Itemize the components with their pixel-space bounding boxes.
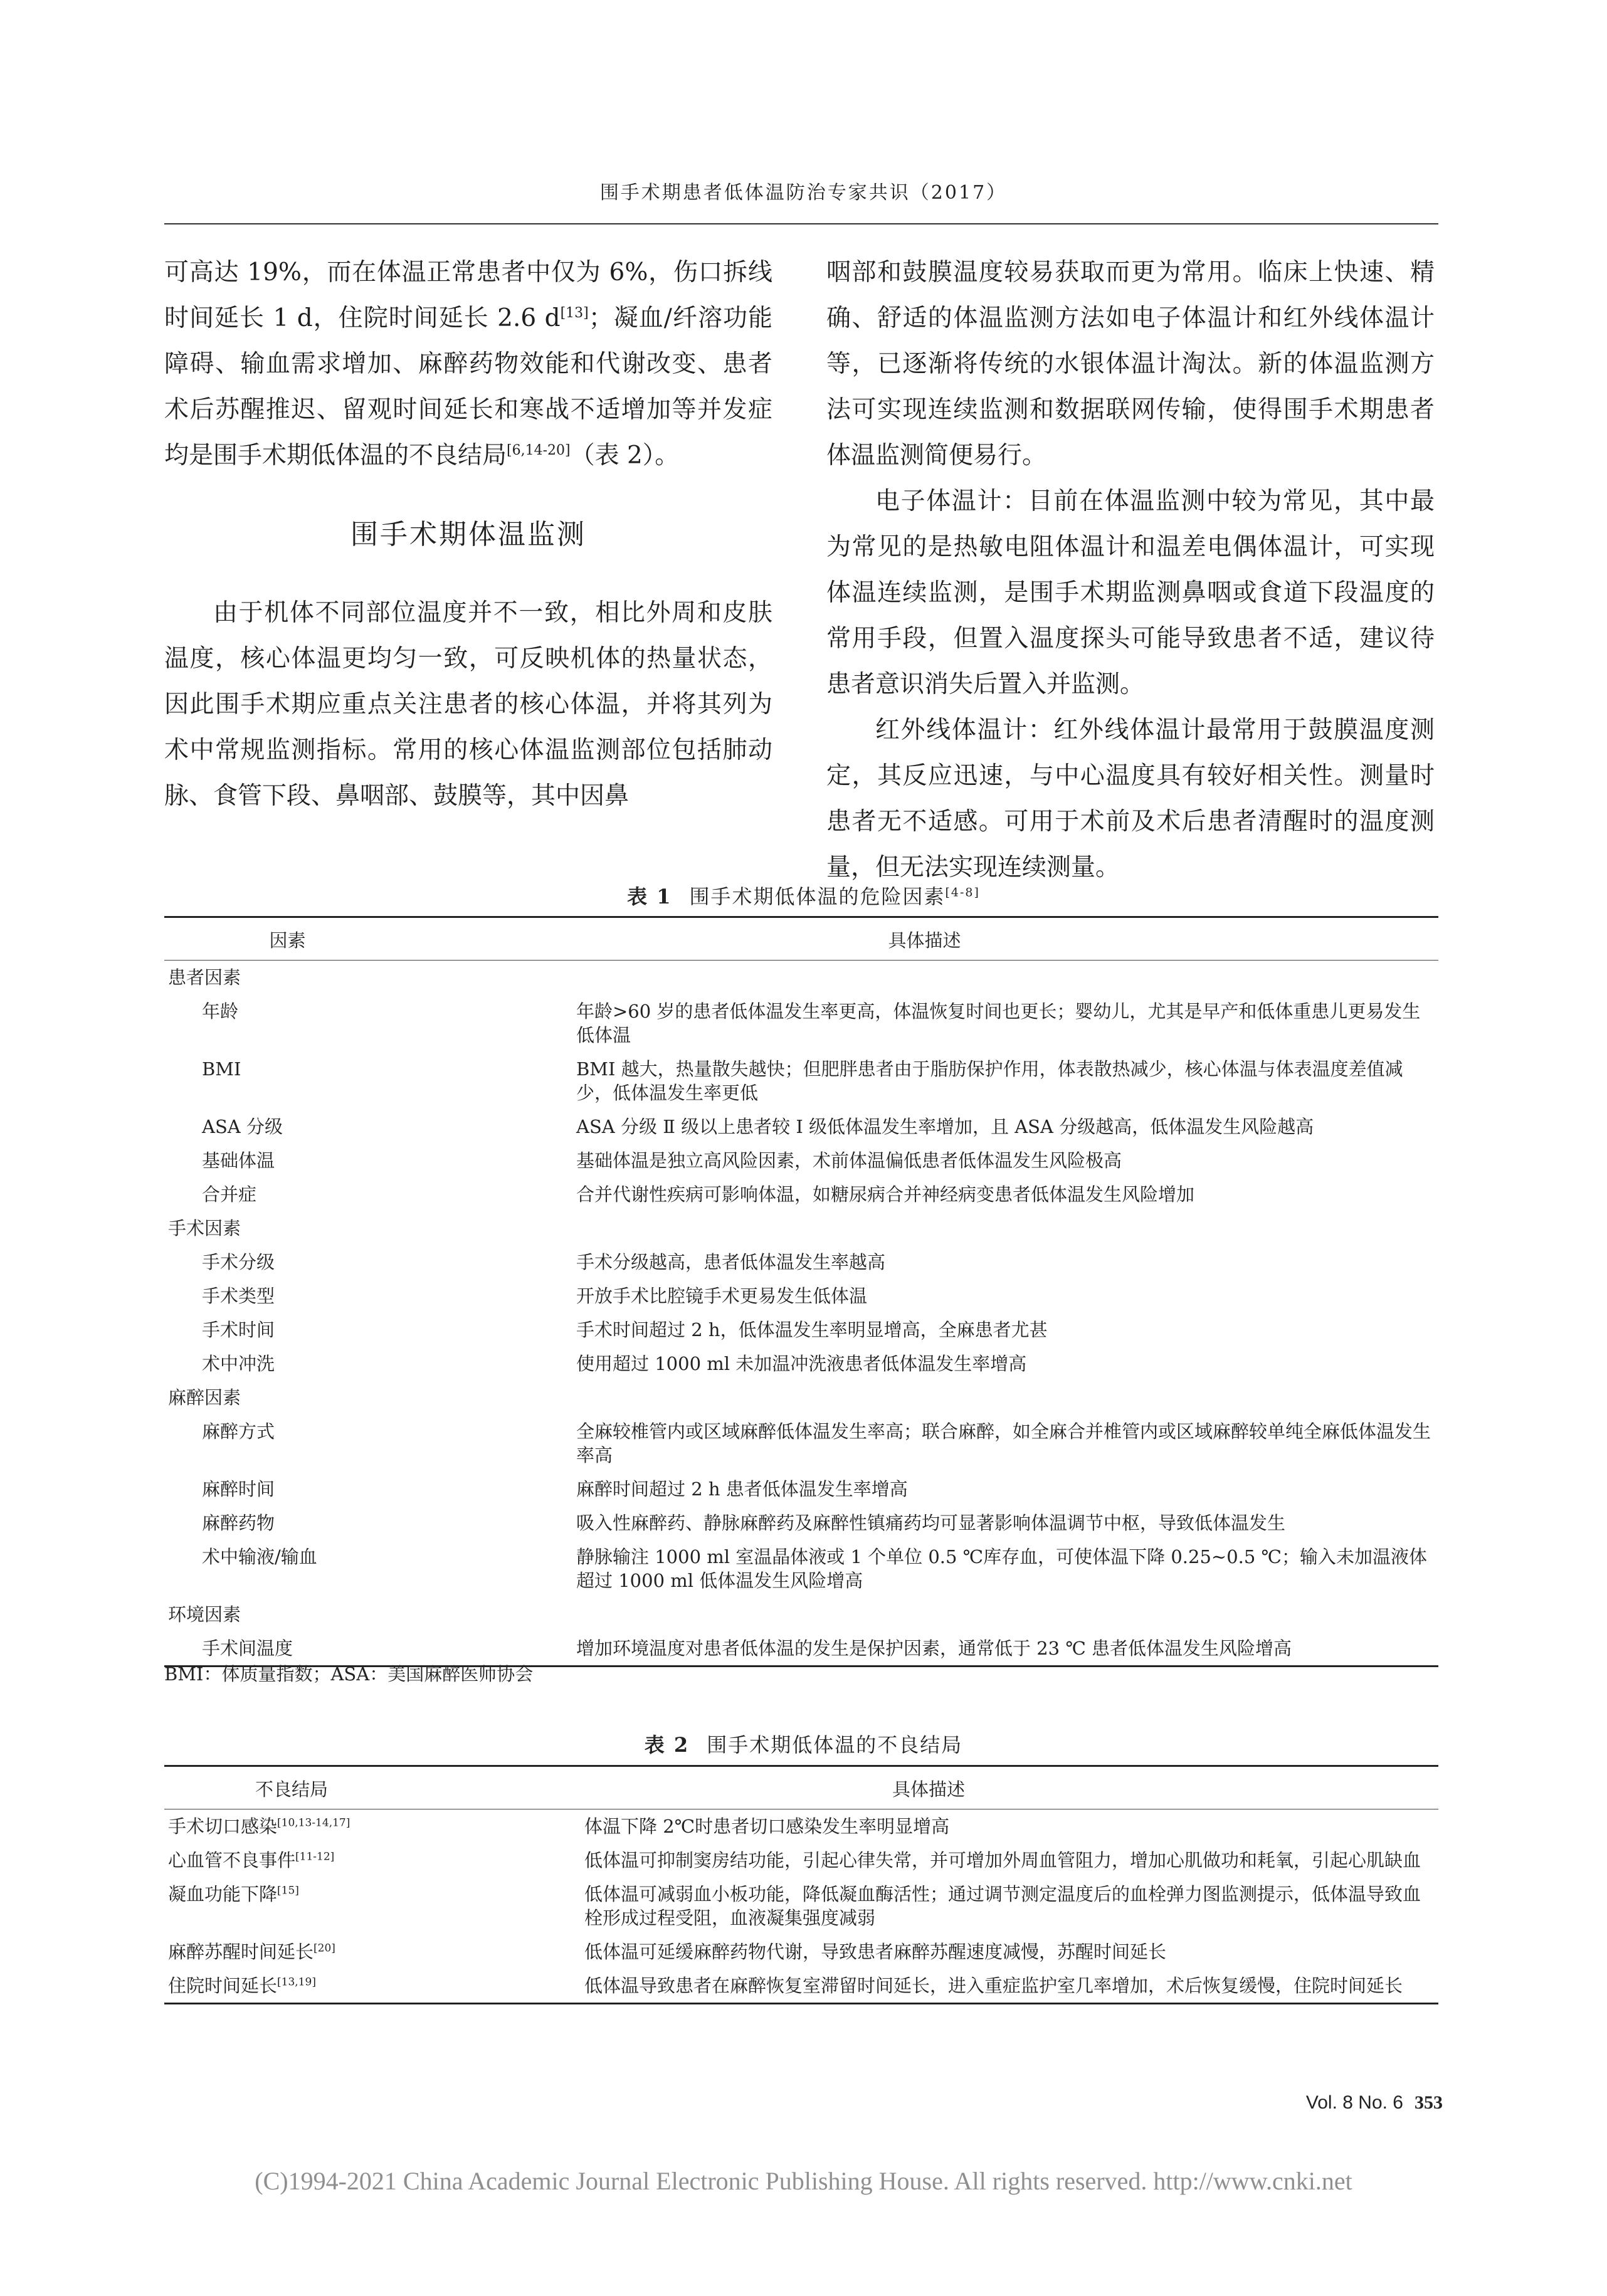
page-footer <box>1306 2092 1443 2114</box>
factor-label: 手术间温度 <box>202 1638 293 1659</box>
table2-body <box>164 1809 1438 2004</box>
factor-group-label: 环境因素 <box>168 1604 241 1625</box>
table-header-row <box>164 917 1438 961</box>
page-number: 353 <box>1415 2092 1443 2113</box>
factor-label: 基础体温 <box>202 1150 275 1171</box>
factor-description: 吸入性麻醉药、静脉麻醉药及麻醉性镇痛药均可显著影响体温调节中枢，导致低体温发生 <box>576 1512 1286 1534</box>
factor-description <box>411 1211 1438 1245</box>
outcome-description: 低体温可减弱血小板功能，降低凝血酶活性；通过调节测定温度后的血栓弹力图监测提示，低体温导致血栓形成过程受阻，血液凝集强度减弱 <box>584 1883 1421 1929</box>
table-row <box>164 1279 1438 1313</box>
table1-label: 表 1 <box>627 885 672 908</box>
table-group-row <box>164 1381 1438 1414</box>
table-row <box>164 994 1438 1052</box>
table-row <box>164 1809 1438 1844</box>
right-paragraph-3: 红外线体温计：红外线体温计最常用于鼓膜温度测定，其反应迅速，与中心温度具有较好相关性。测量时患者无不适感。可用于术前及术后患者清醒时的温度测量，但无法实现连续测量。 <box>826 716 1435 882</box>
table-group-row <box>164 1211 1438 1245</box>
table-row <box>164 1052 1438 1110</box>
citation: [15] <box>277 1884 299 1897</box>
column-header-factor: 因素 <box>164 917 411 961</box>
header-rule <box>164 223 1438 224</box>
right-column <box>826 250 1435 890</box>
table-row <box>164 1347 1438 1381</box>
outcome-name: 凝血功能下降 <box>168 1883 278 1905</box>
table2-title: 围手术期低体温的不良结局 <box>707 1733 963 1757</box>
citation: [20] <box>313 1942 335 1955</box>
table-row <box>164 1313 1438 1347</box>
factor-description: 麻醉时间超过 2 h 患者低体温发生率增高 <box>576 1478 908 1500</box>
outcome-label <box>164 1969 419 2004</box>
outcome-description: 低体温可延缓麻醉药物代谢，导致患者麻醉苏醒速度减慢，苏醒时间延长 <box>584 1941 1167 1962</box>
factor-label: 术中冲洗 <box>202 1353 275 1374</box>
factor-label: BMI <box>202 1058 241 1080</box>
outcome-name: 住院时间延长 <box>168 1975 278 1996</box>
running-head: 围手术期患者低体温防治专家共识（2017） <box>599 182 1008 204</box>
factor-description: 年龄>60 岁的患者低体温发生率更高，体温恢复时间也更长；婴幼儿，尤其是早产和低体重患儿更易发生低体温 <box>576 1001 1421 1046</box>
outcome-name: 手术切口感染 <box>168 1816 278 1837</box>
table-row <box>164 1969 1438 2004</box>
left-paragraph-2: 由于机体不同部位温度并不一致，相比外周和皮肤温度，核心体温更均匀一致，可反映机体的热量状态，因此围手术期应重点关注患者的核心体温，并将其列为术中常规监测指标。常用的核心体温监测部位包括肺动脉、食管下段、鼻咽部、鼓膜等，其中因鼻 <box>164 599 772 810</box>
factor-description: 合并代谢性疾病可影响体温，如糖尿病合并神经病变患者低体温发生风险增加 <box>576 1184 1195 1205</box>
factor-label: 麻醉药物 <box>202 1512 275 1534</box>
left-paragraph-1: 可高达 19%，而在体温正常患者中仅为 6%，伤口拆线时间延长 1 d，住院时间延长 2.6 d[13]；凝血/纤溶功能障碍、输血需求增加、麻醉药物效能和代谢改变、患者术后苏醒推迟、留观时间延长和寒战不适增加等并发症均是围手术期低体温的不良结局[6,14-20]（表 2）。 <box>164 258 773 470</box>
right-paragraph-1: 咽部和鼓膜温度较易获取而更为常用。临床上快速、精确、舒适的体温监测方法如电子体温计和红外线体温计等，已逐渐将传统的水银体温计淘汰。新的体温监测方法可实现连续监测和数据联网传输，使得围手术期患者体温监测简便易行。 <box>826 258 1435 470</box>
table-row <box>164 1245 1438 1279</box>
table-row <box>164 1414 1438 1472</box>
column-header-outcome: 不良结局 <box>164 1766 419 1809</box>
factor-label: 年龄 <box>202 1001 239 1022</box>
factor-description: BMI 越大，热量散失越快；但肥胖患者由于脂肪保护作用，体表散热减少，核心体温与体表温度差值减少，低体温发生率更低 <box>576 1058 1403 1103</box>
factor-description: 增加环境温度对患者低体温的发生是保护因素，通常低于 23 ℃ 患者低体温发生风险增高 <box>576 1638 1292 1659</box>
table1-body <box>164 961 1438 1667</box>
table-row <box>164 1843 1438 1877</box>
adverse-outcome-table <box>164 1765 1438 2004</box>
factor-description: 静脉输注 1000 ml 室温晶体液或 1 个单位 0.5 ℃库存血，可使体温下降 0.25~0.5 ℃；输入未加温液体超过 1000 ml 低体温发生风险增高 <box>576 1546 1427 1591</box>
table-row <box>164 1177 1438 1211</box>
factor-description <box>411 1598 1438 1631</box>
outcome-name: 心血管不良事件 <box>168 1850 296 1871</box>
outcome-label <box>164 1877 419 1935</box>
factor-label: 术中输液/输血 <box>202 1546 317 1567</box>
copyright-notice: (C)1994-2021 China Academic Journal Electronic Publishing House. All rights reserved. http://www.cnki.net <box>255 2167 1352 2195</box>
factor-label: 手术时间 <box>202 1319 275 1340</box>
citation: [6,14-20] <box>507 443 571 458</box>
outcome-name: 麻醉苏醒时间延长 <box>168 1941 314 1962</box>
right-paragraph-2: 电子体温计：目前在体温监测中较为常见，其中最为常见的是热敏电阻体温计和温差电偶体温计，可实现体温连续监测，是围手术期监测鼻咽或食道下段温度的常用手段，但置入温度探头可能导致患者不适，建议待患者意识消失后置入并监测。 <box>826 487 1435 698</box>
left-column <box>164 250 772 819</box>
table1-title: 围手术期低体温的危险因素 <box>689 885 946 908</box>
factor-description: 使用超过 1000 ml 未加温冲洗液患者低体温发生率增高 <box>576 1353 1027 1374</box>
table-row <box>164 1506 1438 1540</box>
outcome-description: 体温下降 2℃时患者切口感染发生率明显增高 <box>584 1816 950 1837</box>
citation: [11-12] <box>295 1850 335 1863</box>
citation: [13,19] <box>277 1976 316 1989</box>
factor-group-label: 患者因素 <box>168 967 241 988</box>
table2-label: 表 2 <box>644 1733 690 1757</box>
outcome-label <box>164 1935 419 1969</box>
factor-description: 手术时间超过 2 h，低体温发生率明显增高，全麻患者尤甚 <box>576 1319 1048 1340</box>
column-header-description: 具体描述 <box>419 1766 1438 1809</box>
factor-description: 全麻较椎管内或区域麻醉低体温发生率高；联合麻醉，如全麻合并椎管内或区域麻醉较单纯全麻低体温发生率高 <box>576 1421 1431 1466</box>
table-row <box>164 1935 1438 1969</box>
table-header-row <box>164 1766 1438 1809</box>
table-row <box>164 1540 1438 1598</box>
section-heading: 围手术期体温监测 <box>350 519 586 550</box>
factor-group-label: 麻醉因素 <box>168 1387 241 1408</box>
outcome-description: 低体温可抑制窦房结功能，引起心律失常，并可增加外周血管阻力，增加心肌做功和耗氧，引起心肌缺血 <box>584 1850 1421 1871</box>
factor-label: 麻醉时间 <box>202 1478 275 1500</box>
table-group-row <box>164 1598 1438 1631</box>
table-row <box>164 1472 1438 1506</box>
table1-note: BMI：体质量指数；ASA：美国麻醉医师协会 <box>164 1663 534 1685</box>
risk-factor-table <box>164 916 1438 1667</box>
outcome-label <box>164 1843 419 1877</box>
citation: [10,13-14,17] <box>277 1816 350 1830</box>
table-group-row <box>164 961 1438 995</box>
factor-description: 开放手术比腔镜手术更易发生低体温 <box>576 1285 868 1307</box>
table2-caption <box>0 1729 1607 1758</box>
table-row <box>164 1110 1438 1144</box>
citation: [13] <box>560 305 589 321</box>
factor-group-label: 手术因素 <box>168 1218 241 1239</box>
citation: [4-8] <box>945 885 980 900</box>
factor-label: 手术类型 <box>202 1285 275 1307</box>
factor-label: ASA 分级 <box>202 1116 283 1137</box>
factor-description <box>411 1381 1438 1414</box>
outcome-description: 低体温导致患者在麻醉恢复室滞留时间延长，进入重症监护室几率增加，术后恢复缓慢，住院时间延长 <box>584 1975 1403 1996</box>
table1-caption <box>0 881 1607 910</box>
table-row <box>164 1144 1438 1177</box>
factor-description: 手术分级越高，患者低体温发生率越高 <box>576 1251 886 1273</box>
factor-description: 基础体温是独立高风险因素，术前体温偏低患者低体温发生风险极高 <box>576 1150 1122 1171</box>
column-header-description: 具体描述 <box>411 917 1438 961</box>
volume-issue: Vol. 8 No. 6 <box>1305 2092 1403 2113</box>
factor-description: ASA 分级 Ⅱ 级以上患者较 Ⅰ 级低体温发生率增加，且 ASA 分级越高，低体温发生风险越高 <box>576 1116 1314 1137</box>
factor-description <box>411 961 1438 995</box>
factor-label: 手术分级 <box>202 1251 275 1273</box>
factor-label: 麻醉方式 <box>202 1421 275 1442</box>
outcome-label <box>164 1809 419 1844</box>
table-row <box>164 1877 1438 1935</box>
factor-label: 合并症 <box>202 1184 257 1205</box>
